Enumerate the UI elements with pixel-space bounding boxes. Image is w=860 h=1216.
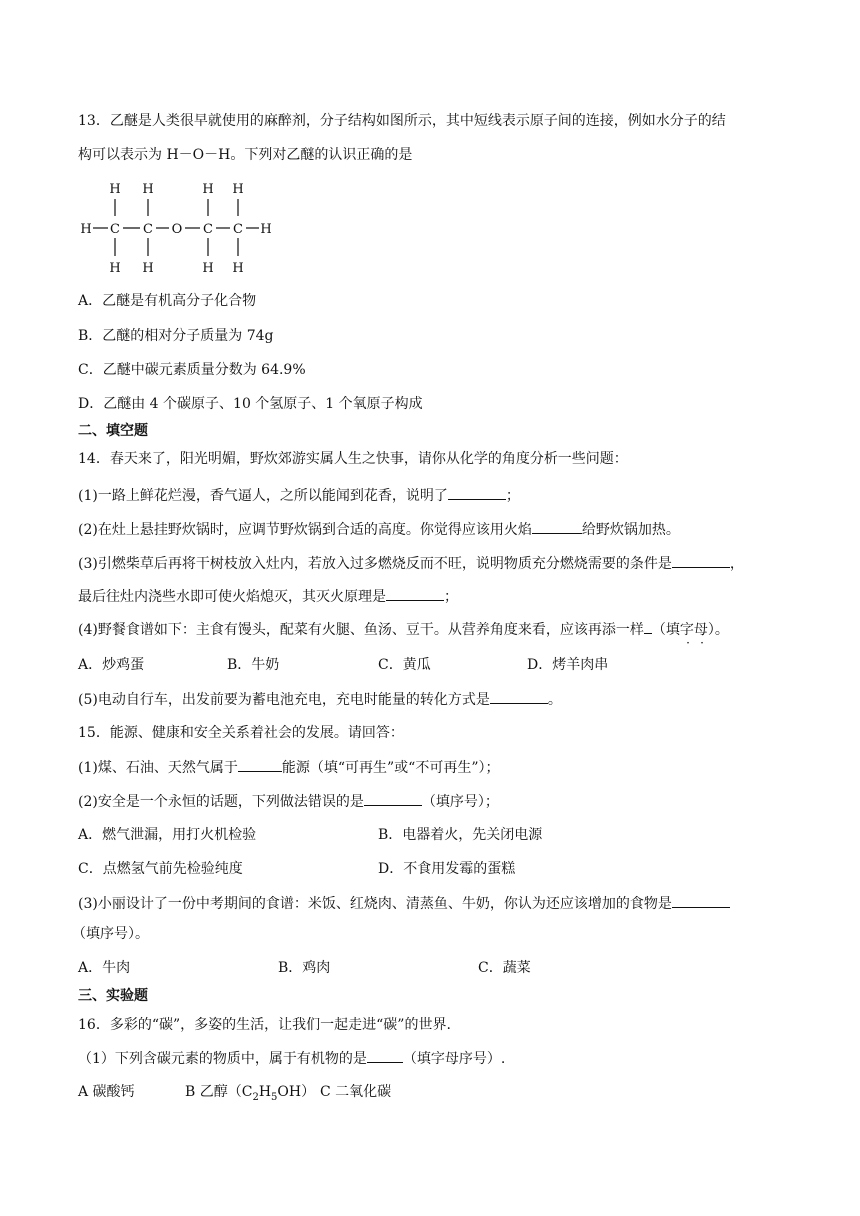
answer-blank xyxy=(386,586,444,601)
answer-blank xyxy=(672,893,730,908)
q14-part3-text2: 最后往灶内浇些水即可使火焰熄灭，其灭火原理是 xyxy=(78,589,386,605)
answer-blank xyxy=(238,757,282,772)
q16-part1-text: （1）下列含碳元素的物质中，属于有机物的是 xyxy=(78,1051,367,1067)
atom-h: H xyxy=(109,261,121,276)
answer-blank xyxy=(364,791,422,806)
atom-h: H xyxy=(142,261,154,276)
subscript: 2 xyxy=(252,1091,259,1103)
q14-part3 xyxy=(78,553,744,574)
atom-c: C xyxy=(233,222,243,237)
option-text: H xyxy=(258,1084,272,1100)
atom-h: H xyxy=(202,182,214,197)
q14-part5 xyxy=(78,689,562,710)
subscript: 5 xyxy=(271,1091,278,1103)
q13-option-c: C．乙醚中碳元素质量分数为 64.9% xyxy=(78,362,306,378)
q14-part2 xyxy=(78,519,680,540)
q15-food-option-c: C．蔬菜 xyxy=(478,960,531,976)
q13-option-a: A．乙醚是有机高分子化合物 xyxy=(78,293,257,309)
q15-part1-text: (1)煤、石油、天然气属于 xyxy=(78,760,238,776)
option-text: B 乙醇（C xyxy=(185,1084,253,1100)
q14-part4-text: (4)野餐食谱如下：主食有馒头，配菜有火腿、鱼汤、豆干。从营养角度来看，应该再添一样 xyxy=(78,622,644,638)
answer-blank xyxy=(490,689,548,704)
q14-part1 xyxy=(78,485,520,506)
q16-intro: 16．多彩的“碳”，多姿的生活，让我们一起走进“碳”的世界. xyxy=(78,1017,451,1033)
q15-part3-cont: （填序号）。 xyxy=(72,926,149,942)
emphasis-char: 字 xyxy=(679,622,694,638)
q15-part2-end: （填序号）； xyxy=(421,794,499,810)
q14-part3-text: (3)引燃柴草后再将干树枝放入灶内，若放入过多燃烧反而不旺，说明物质充分燃烧需要的条件是 xyxy=(78,556,672,572)
q15-part3-text: (3)小丽设计了一份中考期间的食谱：米饭、红烧肉、清蒸鱼、牛奶，你认为还应该增加的食物是 xyxy=(78,896,672,912)
q16-option-c: C 二氧化碳 xyxy=(320,1084,392,1100)
q15-intro: 15．能源、健康和安全关系着社会的发展。请回答： xyxy=(78,725,404,741)
q15-part2-text: (2)安全是一个永恒的话题，下列做法错误的是 xyxy=(78,794,364,810)
q14-part3-end: ； xyxy=(444,589,458,605)
option-text: OH） xyxy=(277,1084,316,1100)
q14-part5-end: 。 xyxy=(547,692,562,708)
q13-option-d: D．乙醚由 4 个碳原子、10 个氢原子、1 个氧原子构成 xyxy=(78,396,423,412)
q15-option-d: D．不食用发霉的蛋糕 xyxy=(378,861,516,877)
q15-food-option-b: B．鸡肉 xyxy=(278,960,331,976)
q15-option-b: B．电器着火，先关闭电源 xyxy=(378,827,543,843)
q16-option-b xyxy=(185,1082,315,1108)
q15-part2 xyxy=(78,791,499,812)
atom-c: C xyxy=(143,222,153,237)
q14-option-c: C．黄瓜 xyxy=(378,657,431,673)
q14-part3-comma: ， xyxy=(729,556,744,572)
atom-h: H xyxy=(232,261,244,276)
atom-c: C xyxy=(110,222,120,237)
q13-stem-line2: 构可以表示为 H－O－H。下列对乙醚的认识正确的是 xyxy=(78,147,413,163)
q15-part1 xyxy=(78,757,499,778)
q15-option-c: C．点燃氢气前先检验纯度 xyxy=(78,861,243,877)
q14-part2-end: 给野炊锅加热。 xyxy=(581,522,680,538)
atom-c: C xyxy=(203,222,213,237)
atom-h: H xyxy=(260,222,272,237)
answer-blank xyxy=(448,485,506,500)
q15-part1-end: 能源（填“可再生”或“不可再生”）； xyxy=(281,760,500,776)
q15-option-a: A．燃气泄漏，用打火机检验 xyxy=(78,827,257,843)
q14-part4-paren: （填 xyxy=(651,622,680,638)
q16-part1-end: （填字母序号）. xyxy=(402,1051,506,1067)
atom-h: H xyxy=(142,182,154,197)
atom-h: H xyxy=(202,261,214,276)
q14-part2-text: (2)在灶上悬挂野炊锅时，应调节野炊锅到合适的高度。你觉得应该用火焰 xyxy=(78,522,532,538)
q14-part1-text: (1)一路上鲜花烂漫，香气逼人，之所以能闻到花香，说明了 xyxy=(78,488,448,504)
q14-option-a: A．炒鸡蛋 xyxy=(78,657,145,673)
answer-blank xyxy=(367,1048,403,1063)
atom-h: H xyxy=(232,182,244,197)
q16-part1 xyxy=(78,1048,505,1069)
q13-stem-line1: 13．乙醚是人类很早就使用的麻醉剂，分子结构如图所示，其中短线表示原子间的连接，例如水分子的结 xyxy=(78,113,726,129)
section-heading: 二、填空题 xyxy=(78,423,148,439)
q14-part4-end: ）。 xyxy=(707,622,729,638)
section-heading: 三、实验题 xyxy=(78,988,148,1004)
q14-intro: 14．春天来了，阳光明媚，野炊郊游实属人生之快事，请你从化学的角度分析一些问题： xyxy=(78,451,628,467)
answer-blank xyxy=(672,553,730,568)
atom-h: H xyxy=(80,222,92,237)
atom-o: O xyxy=(171,222,183,237)
q16-option-a: A 碳酸钙 xyxy=(78,1084,135,1100)
q14-part3-cont xyxy=(78,586,458,607)
atom-h: H xyxy=(109,182,121,197)
emphasis-char: 母 xyxy=(693,622,708,638)
q14-part1-end: ； xyxy=(505,488,520,504)
q13-option-b: B．乙醚的相对分子质量为 74g xyxy=(78,328,274,344)
answer-blank xyxy=(644,619,652,634)
ether-structure-diagram xyxy=(78,178,278,278)
q14-option-b: B．牛奶 xyxy=(227,657,280,673)
q14-part5-text: (5)电动自行车，出发前要为蓄电池充电，充电时能量的转化方式是 xyxy=(78,692,490,708)
q14-part4 xyxy=(78,619,729,640)
q15-food-option-a: A．牛肉 xyxy=(78,960,131,976)
q14-option-d: D．烤羊肉串 xyxy=(527,657,609,673)
answer-blank xyxy=(532,519,582,534)
q15-part3 xyxy=(78,893,730,914)
